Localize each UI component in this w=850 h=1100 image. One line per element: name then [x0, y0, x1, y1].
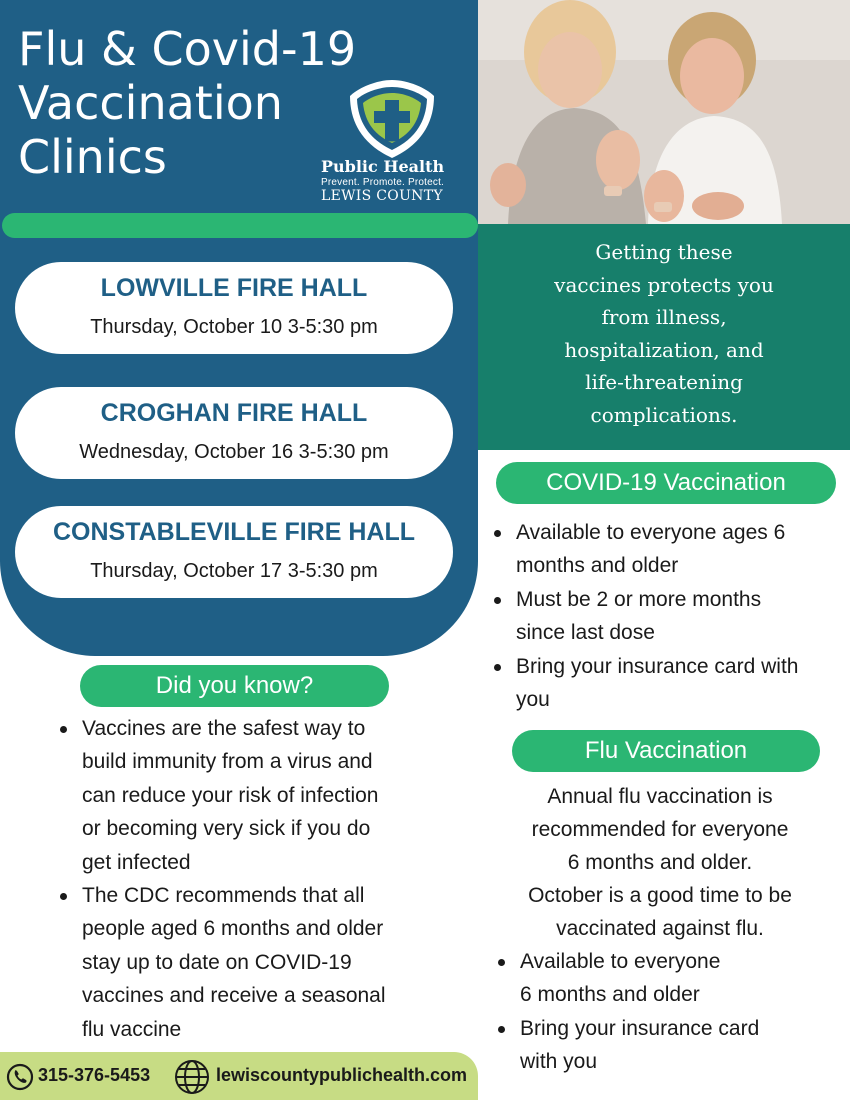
- bullet-line: flu vaccine: [82, 1017, 182, 1041]
- flu-text-line: recommended for everyone: [531, 818, 789, 841]
- clinic-card: [15, 262, 453, 354]
- flu-heading: Flu Vaccination: [512, 730, 820, 772]
- bullet-line: Bring your insurance card: [520, 1016, 760, 1040]
- bullet-line: people aged 6 months and older: [82, 917, 384, 941]
- globe-icon: [174, 1059, 210, 1095]
- list-item: [494, 583, 798, 650]
- bullet-line: stay up to date on COVID-19: [82, 950, 352, 974]
- bullet-line: 6 months and older: [520, 983, 700, 1007]
- phone-link[interactable]: 315-376-5453: [38, 1065, 151, 1085]
- flu-bullet-list: [498, 945, 759, 1079]
- clinic-name: CONSTABLEVILLE FIRE HALL: [52, 518, 416, 546]
- cross-shield-icon: [346, 78, 438, 160]
- list-item: [498, 945, 759, 1012]
- bullet-line: vaccines and receive a seasonal: [82, 984, 386, 1008]
- clinic-date: Thursday, October 17 3-5:30 pm: [90, 560, 378, 582]
- clinic-name: CROGHAN FIRE HALL: [100, 399, 368, 427]
- benefit-line: from illness,: [601, 305, 727, 329]
- list-item: [498, 1012, 759, 1079]
- bullet-line: The CDC recommends that all: [82, 884, 365, 908]
- clinic-date: Thursday, October 10 3-5:30 pm: [90, 316, 378, 338]
- vaccinated-women-photo: [478, 0, 850, 224]
- bullet-line: Vaccines are the safest way to: [82, 717, 366, 740]
- clinic-date: Wednesday, October 16 3-5:30 pm: [79, 441, 389, 463]
- covid-heading: COVID-19 Vaccination: [496, 462, 836, 504]
- divider-bar: [2, 213, 478, 238]
- bullet-line: or becoming very sick if you do: [82, 817, 371, 841]
- did-you-know-heading: Did you know?: [80, 665, 389, 707]
- bullet-line: you: [516, 688, 550, 712]
- flu-description: [485, 780, 835, 945]
- bullet-line: Available to everyone: [520, 950, 721, 973]
- photo-illustration: [478, 0, 850, 224]
- benefit-message: [478, 224, 850, 450]
- bullet-line: months and older: [516, 554, 679, 578]
- clinic-name: LOWVILLE FIRE HALL: [100, 274, 368, 302]
- website-link[interactable]: lewiscountypublichealth.com: [216, 1065, 468, 1085]
- flu-text-line: 6 months and older.: [567, 851, 753, 874]
- clinic-card: [15, 506, 453, 598]
- bullet-line: build immunity from a virus and: [82, 750, 373, 774]
- covid-bullet-list: [494, 516, 798, 716]
- bullet-line: Must be 2 or more months: [516, 587, 762, 611]
- list-item: [494, 516, 798, 583]
- clinic-card: [15, 387, 453, 479]
- benefit-line: hospitalization, and: [564, 337, 764, 362]
- flu-text-line: vaccinated against flu.: [556, 917, 764, 940]
- bullet-line: can reduce your risk of infection: [82, 783, 379, 807]
- logo-tagline: Prevent. Promote. Protect.: [321, 177, 445, 188]
- benefit-line: complications.: [590, 402, 738, 427]
- benefit-line: Getting these: [595, 240, 733, 264]
- list-item: [60, 712, 386, 879]
- bullet-line: Bring your insurance card with: [516, 654, 799, 678]
- list-item: [494, 650, 798, 717]
- flu-text-line: October is a good time to be: [528, 884, 792, 907]
- logo-county: LEWIS COUNTY: [321, 188, 443, 204]
- title-line: Clinics: [18, 130, 167, 184]
- bullet-line: Available to everyone ages 6: [516, 521, 786, 544]
- logo-name: Public Health: [321, 157, 445, 176]
- phone-icon: [6, 1063, 34, 1091]
- title-line: Vaccination: [18, 76, 283, 130]
- bullet-line: with you: [520, 1050, 598, 1074]
- bullet-line: get infected: [82, 850, 191, 874]
- flu-text-line: Annual flu vaccination is: [547, 785, 773, 808]
- bullet-line: since last dose: [516, 621, 655, 645]
- did-you-know-list: [60, 712, 386, 1046]
- list-item: [60, 879, 386, 1046]
- benefit-line: life-threatening: [585, 370, 743, 394]
- title-line: Flu & Covid-19: [18, 22, 357, 76]
- benefit-line: vaccines protects you: [554, 272, 774, 297]
